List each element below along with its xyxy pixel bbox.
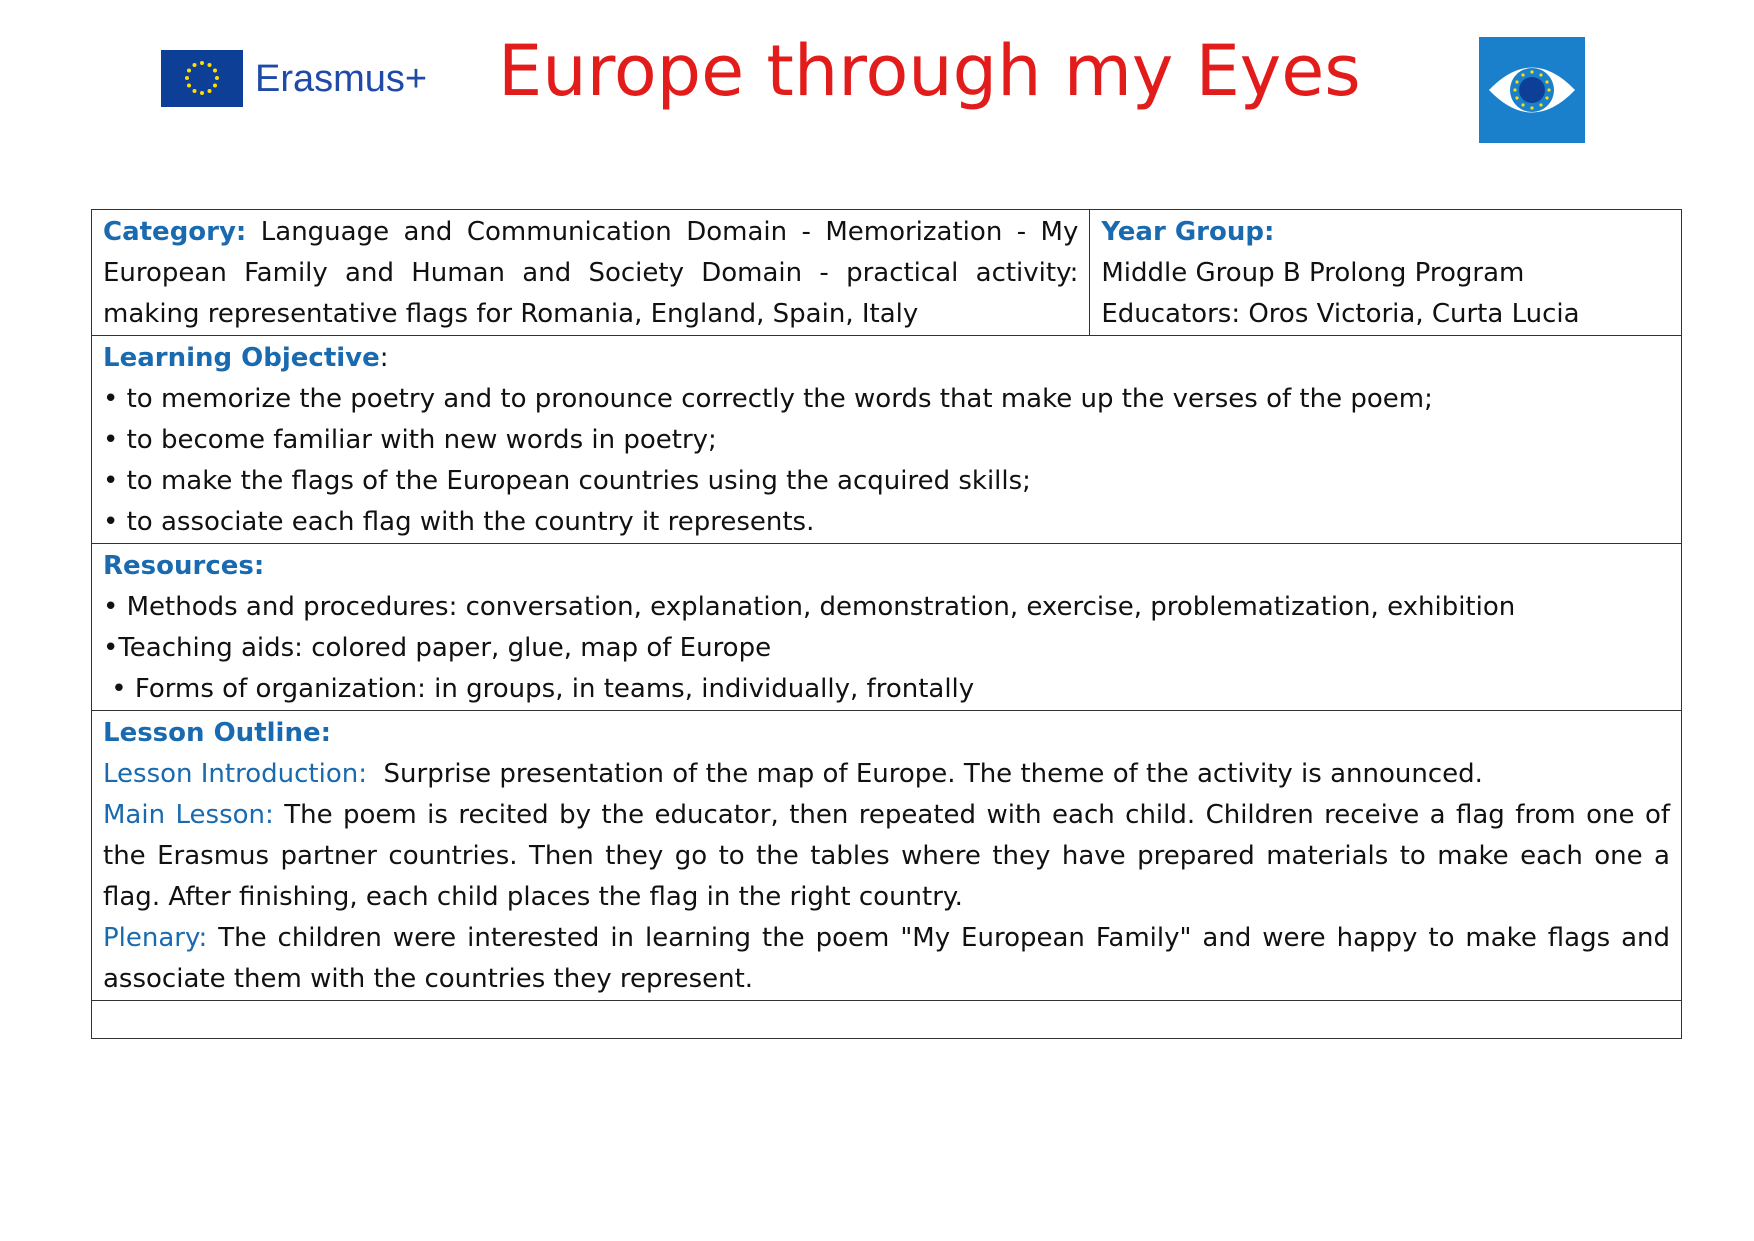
lesson-introduction-label: Lesson Introduction:	[103, 759, 367, 789]
eye-logo-icon	[1479, 37, 1585, 143]
eu-flag-icon	[161, 50, 243, 107]
learning-objective-label: Learning Objective	[103, 343, 380, 373]
empty-row	[92, 1001, 1682, 1039]
category-row	[92, 210, 1682, 336]
lesson-plan-table	[91, 209, 1682, 1039]
objective-item: • to become familiar with new words in poetry;	[103, 425, 717, 455]
educators-text: Educators: Oros Victoria, Curta Lucia	[1101, 299, 1580, 329]
page-title: Europe through my Eyes	[498, 30, 1361, 112]
resources-row	[92, 544, 1682, 711]
erasmus-plus-wordmark: Erasmus+	[255, 57, 428, 100]
category-label: Category:	[103, 217, 247, 247]
empty-cell	[92, 1001, 1682, 1039]
lesson-outline-label: Lesson Outline:	[103, 718, 331, 748]
objective-item: • to memorize the poetry and to pronounce correctly the words that make up the verses of the poem;	[103, 384, 1433, 414]
lesson-introduction-text: Surprise presentation of the map of Europe. The theme of the activity is announced.	[383, 759, 1483, 789]
learning-objective-row	[92, 336, 1682, 544]
year-group-value: Middle Group B Prolong Program	[1101, 258, 1525, 288]
resources-cell	[92, 544, 1682, 711]
plenary-label: Plenary:	[103, 923, 208, 953]
objective-item: • to make the flags of the European countries using the acquired skills;	[103, 466, 1031, 496]
lesson-outline-row	[92, 711, 1682, 1001]
lesson-outline-cell	[92, 711, 1682, 1001]
year-group-label: Year Group:	[1101, 217, 1275, 247]
category-text: Language and Communication Domain - Memorization - My European Family and Human and Society Domain - practical activity: making representative flags for Romania, England, Spain, Italy	[103, 217, 1079, 329]
learning-objective-cell	[92, 336, 1682, 544]
learning-objective-colon: :	[379, 343, 389, 373]
objective-item: • to associate each flag with the country it represents.	[103, 507, 815, 537]
resources-label: Resources:	[103, 551, 265, 581]
resource-item: • Forms of organization: in groups, in teams, individually, frontally	[103, 674, 975, 704]
main-lesson-text: The poem is recited by the educator, then repeated with each child. Children receive a flag from one of the Erasmus partner countries. Then they go to the tables where they have prepared materials to make each one a flag. After finishing, each child places the flag in the right country.	[103, 800, 1671, 912]
year-group-cell	[1090, 210, 1682, 336]
resource-item: •Teaching aids: colored paper, glue, map of Europe	[103, 633, 772, 663]
erasmus-plus-logo	[161, 50, 427, 107]
plenary-text: The children were interested in learning the poem "My European Family" and were happy to make flags and associate them with the countries they represent.	[103, 923, 1670, 994]
main-lesson-label: Main Lesson:	[103, 800, 274, 830]
resource-item: • Methods and procedures: conversation, explanation, demonstration, exercise, problematization, exhibition	[103, 592, 1516, 622]
category-cell	[92, 210, 1090, 336]
